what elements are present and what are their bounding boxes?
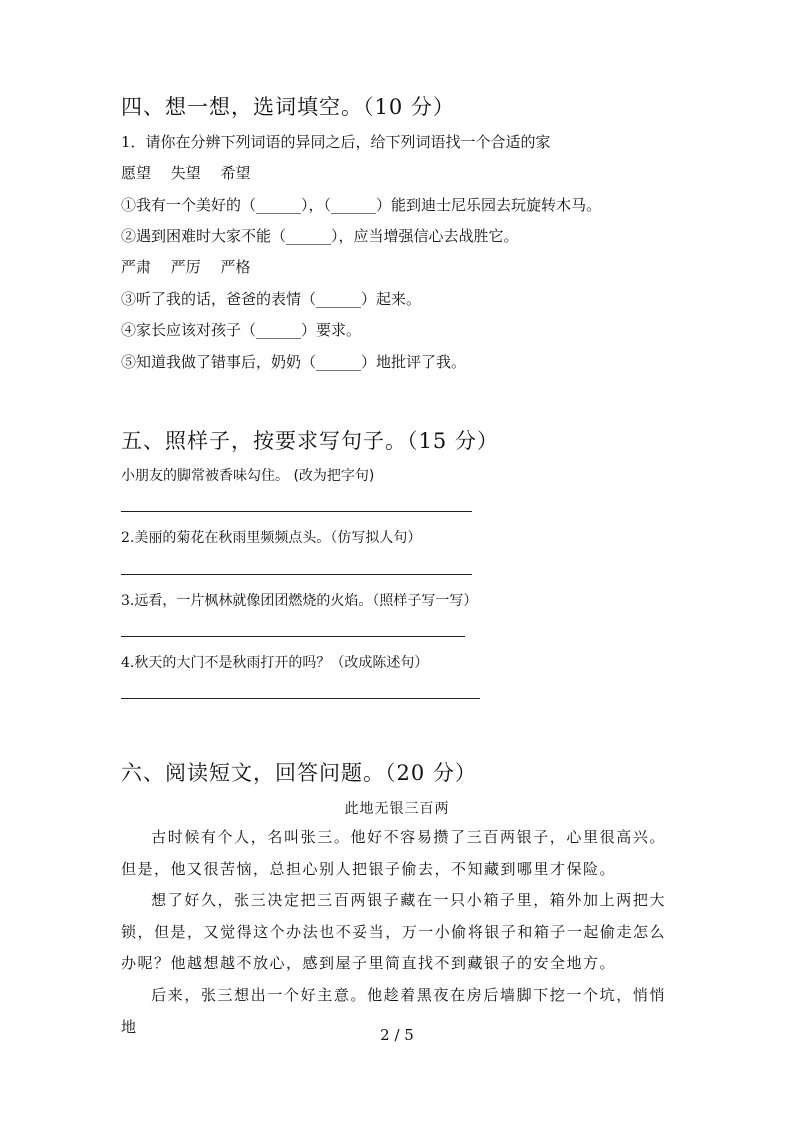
story-paragraph-1: 古时候有个人，名叫张三。他好不容易攒了三百两银子，心里很高兴。但是，他又很苦恼，总担心别人把银子偷去，不知藏到哪里才保险。 xyxy=(121,828,666,878)
question-4: ④家长应该对孩子（______）要求。 xyxy=(121,321,362,339)
rewrite-question-3: 3.远看，一片枫林就像团团燃烧的火焰。（照样子写一写） xyxy=(121,593,478,609)
answer-line-1[interactable] xyxy=(121,511,472,512)
page-number: 2 / 5 xyxy=(380,1026,414,1044)
rewrite-question-1: 小朋友的脚常被香味勾住。 (改为把字句) xyxy=(121,468,375,484)
question-5: ⑤知道我做了错事后，奶奶（______）地批评了我。 xyxy=(121,353,467,371)
word-group-2: 严肃 严厉 严格 xyxy=(121,258,251,276)
section5-heading: 五、照样子，按要求写句子。（15 分） xyxy=(121,429,499,453)
section6-heading: 六、阅读短文，回答问题。（20 分） xyxy=(121,761,477,785)
rewrite-question-4: 4.秋天的大门不是秋雨打开的吗？（改成陈述句） xyxy=(121,655,429,671)
section4-heading: 四、想一想，选词填空。（10 分） xyxy=(121,95,455,119)
question-2: ②遇到困难时大家不能（______），应当增强信心去战胜它。 xyxy=(121,227,519,245)
story-paragraph-3: 后来，张三想出一个好主意。他趁着黑夜在房后墙脚下挖一个坑，悄悄地 xyxy=(121,986,666,1036)
rewrite-question-2: 2.美丽的菊花在秋雨里频频点头。（仿写拟人句） xyxy=(121,530,422,546)
question-3: ③听了我的话，爸爸的表情（______）起来。 xyxy=(121,290,422,308)
answer-line-4[interactable] xyxy=(121,698,480,699)
story-title: 此地无银三百两 xyxy=(344,801,450,817)
section4-instruction: 1．请你在分辨下列词语的异同之后，给下列词语找一个合适的家 xyxy=(121,133,551,151)
answer-line-2[interactable] xyxy=(121,574,472,575)
story-paragraph-2: 想了好久，张三决定把三百两银子藏在一只小箱子里，箱外加上两把大锁，但是，又觉得这个办法也不妥当，万一小偷将银子和箱子一起偷走怎么办呢？他越想越不放心，感到屋子里简直找不到藏银子的安全地方。 xyxy=(121,891,666,972)
word-group-1: 愿望 失望 希望 xyxy=(121,164,251,182)
question-1: ①我有一个美好的（______），（______）能到迪士尼乐园去玩旋转木马。 xyxy=(121,196,602,214)
answer-line-3[interactable] xyxy=(121,636,465,637)
